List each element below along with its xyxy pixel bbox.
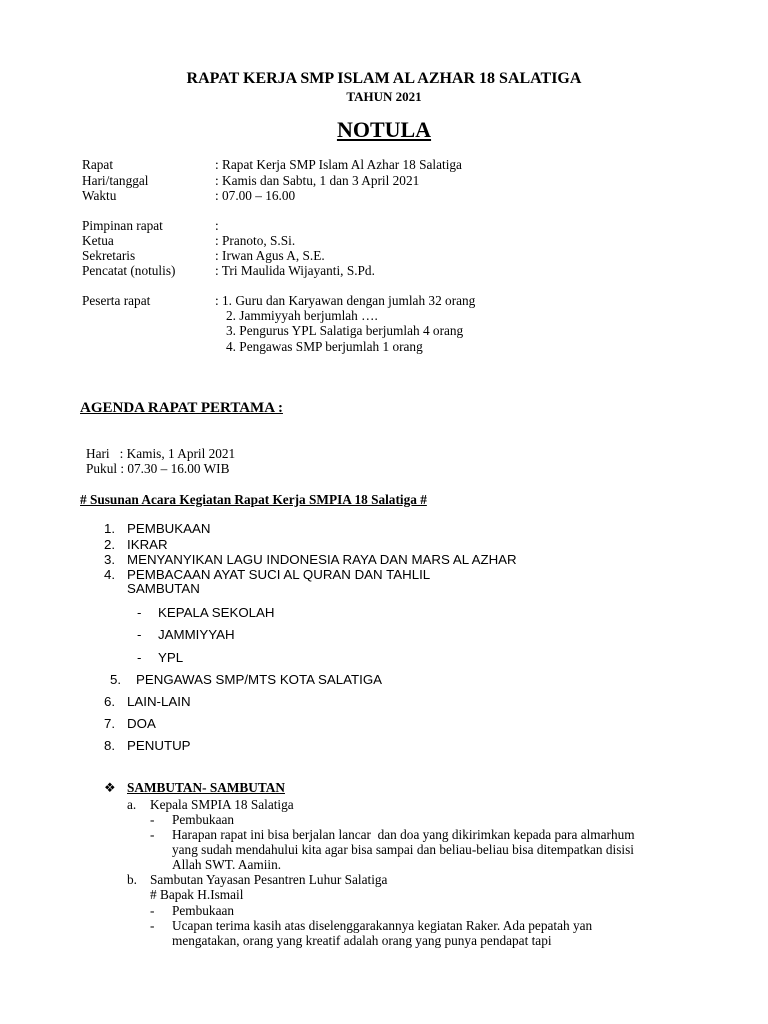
dash-bullet: -: [150, 918, 155, 933]
acara-item: PENUTUP: [127, 738, 191, 753]
info-value-sekretaris: : Irwan Agus A, S.E.: [215, 248, 325, 263]
list-number: 8.: [104, 738, 116, 753]
sambutan-heading: SAMBUTAN- SAMBUTAN: [127, 780, 285, 795]
sambutan-a-continuation: Allah SWT. Aamiin.: [172, 857, 282, 872]
acara-item: LAIN-LAIN: [127, 694, 191, 709]
diamond-bullet-icon: ❖: [104, 780, 116, 795]
dash-bullet: -: [137, 627, 142, 642]
info-value-waktu: : 07.00 – 16.00: [215, 188, 296, 203]
acara-item: PEMBUKAAN: [127, 521, 211, 536]
info-value-peserta: : 1. Guru dan Karyawan dengan jumlah 32 orang: [215, 293, 476, 308]
info-label-ketua: Ketua: [82, 233, 114, 248]
info-label-waktu: Waktu: [82, 188, 117, 203]
acara-heading: # Susunan Acara Kegiatan Rapat Kerja SMPIA 18 Salatiga #: [80, 492, 427, 507]
sambutan-item: KEPALA SEKOLAH: [158, 605, 275, 620]
sambutan-b-title: Sambutan Yayasan Pesantren Luhur Salatiga: [150, 872, 388, 887]
info-label-sekretaris: Sekretaris: [82, 248, 136, 263]
document-title: RAPAT KERJA SMP ISLAM AL AZHAR 18 SALATIGA: [186, 70, 582, 87]
sambutan-item: YPL: [158, 650, 184, 665]
list-number: 5.: [110, 672, 122, 687]
list-number: 4.: [104, 567, 116, 582]
list-number: 3.: [104, 552, 116, 567]
info-label-pimpinan: Pimpinan rapat: [82, 218, 163, 233]
sambutan-a-continuation: yang sudah mendahului kita agar bisa sampai dan beliau-beliau bisa ditempatkan disisi: [172, 842, 634, 857]
agenda-hari: Hari : Kamis, 1 April 2021: [86, 446, 236, 461]
peserta-item: 2. Jammiyyah berjumlah ….: [226, 308, 378, 323]
info-value-pencatat: : Tri Maulida Wijayanti, S.Pd.: [215, 263, 375, 278]
info-label-pencatat: Pencatat (notulis): [82, 263, 176, 278]
document-year: TAHUN 2021: [346, 89, 422, 104]
acara-item: DOA: [127, 716, 156, 731]
list-number: 2.: [104, 537, 116, 552]
acara-item: IKRAR: [127, 537, 168, 552]
info-label-peserta: Peserta rapat: [82, 293, 151, 308]
acara-item: PEMBACAAN AYAT SUCI AL QURAN DAN TAHLIL: [127, 567, 431, 582]
sambutan-a-point: Harapan rapat ini bisa berjalan lancar dan doa yang dikirimkan kepada para almarhum: [172, 827, 635, 842]
sambutan-b-continuation: mengatakan, orang yang kreatif adalah orang yang punya pendapat tapi: [172, 933, 552, 948]
dash-bullet: -: [150, 903, 155, 918]
info-value-pimpinan: :: [215, 218, 219, 233]
agenda-pukul: Pukul : 07.30 – 16.00 WIB: [86, 461, 230, 476]
sambutan-b-subtitle: # Bapak H.Ismail: [150, 887, 244, 902]
info-value-ketua: : Pranoto, S.Si.: [215, 233, 296, 248]
agenda-heading: AGENDA RAPAT PERTAMA :: [80, 400, 283, 416]
list-letter: b.: [127, 872, 137, 887]
acara-item: PENGAWAS SMP/MTS KOTA SALATIGA: [136, 672, 383, 687]
acara-item: MENYANYIKAN LAGU INDONESIA RAYA DAN MARS AL AZHAR: [127, 552, 517, 567]
sambutan-b-point: Pembukaan: [172, 903, 235, 918]
sambutan-a-title: Kepala SMPIA 18 Salatiga: [150, 797, 294, 812]
notula-heading: NOTULA: [336, 117, 432, 142]
list-number: 7.: [104, 716, 116, 731]
sambutan-b-point: Ucapan terima kasih atas diselenggarakannya kegiatan Raker. Ada pepatah yan: [172, 918, 593, 933]
info-label-hari: Hari/tanggal: [82, 173, 149, 188]
sambutan-item: JAMMIYYAH: [158, 627, 235, 642]
sambutan-label: SAMBUTAN: [127, 581, 200, 596]
info-value-hari: : Kamis dan Sabtu, 1 dan 3 April 2021: [215, 173, 420, 188]
dash-bullet: -: [137, 650, 142, 665]
info-label-rapat: Rapat: [82, 157, 114, 172]
peserta-item: 4. Pengawas SMP berjumlah 1 orang: [226, 339, 423, 354]
info-value-rapat: : Rapat Kerja SMP Islam Al Azhar 18 Salatiga: [215, 157, 462, 172]
dash-bullet: -: [150, 812, 155, 827]
list-number: 6.: [104, 694, 116, 709]
dash-bullet: -: [150, 827, 155, 842]
sambutan-a-point: Pembukaan: [172, 812, 235, 827]
list-letter: a.: [127, 797, 137, 812]
list-number: 1.: [104, 521, 116, 536]
dash-bullet: -: [137, 605, 142, 620]
peserta-item: 3. Pengurus YPL Salatiga berjumlah 4 orang: [226, 323, 464, 338]
